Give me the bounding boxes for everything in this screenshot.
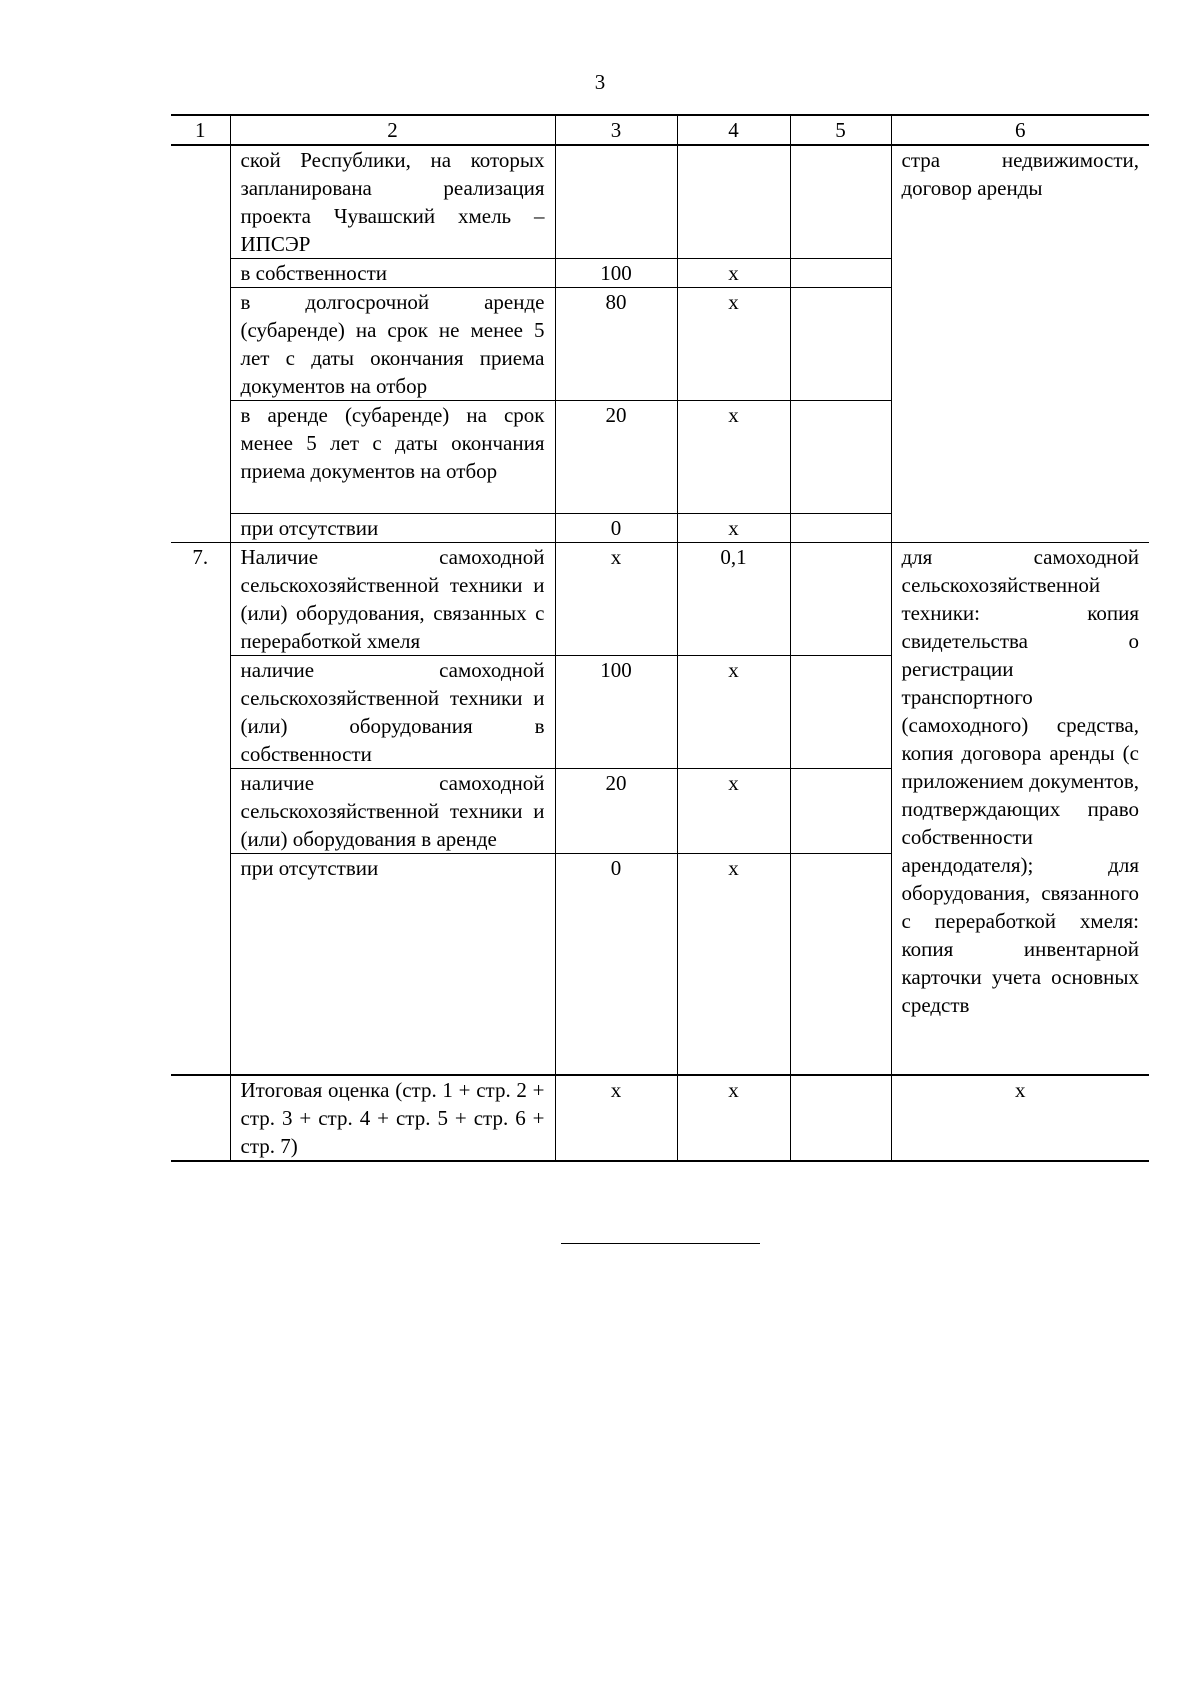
row-label: при отсутствии <box>230 514 555 543</box>
header-col-5: 5 <box>790 115 891 145</box>
row-label: при отсутствии <box>230 854 555 1075</box>
table-header-row <box>171 115 1149 145</box>
row-number <box>171 145 230 543</box>
score-col-5 <box>790 514 891 543</box>
table-row <box>171 543 1149 656</box>
score-col-3: 100 <box>555 259 677 288</box>
score-col-5 <box>790 769 891 854</box>
score-col-5 <box>790 401 891 514</box>
cell-col-4 <box>677 145 790 259</box>
score-col-3: 0 <box>555 514 677 543</box>
score-col-3: 20 <box>555 401 677 514</box>
table-row <box>171 145 1149 259</box>
criteria-table <box>171 114 1149 1162</box>
score-col-3: 100 <box>555 656 677 769</box>
header-col-3: 3 <box>555 115 677 145</box>
score-col-5 <box>790 288 891 401</box>
row-label: наличие самоходной сельскохозяйственной техники и (или) оборудования в собственности <box>230 656 555 769</box>
score-col-4: х <box>677 259 790 288</box>
total-col-6: х <box>891 1075 1149 1161</box>
total-col-4: х <box>677 1075 790 1161</box>
row-label: в долгосрочной аренде (субаренде) на срок не менее 5 лет с даты окончания приема документов на отбор <box>230 288 555 401</box>
total-col-5 <box>790 1075 891 1161</box>
doc-cell-item7: для самоходной сельскохозяйственной техники: копия свидетельства о регистрации транспортного (самоходного) средства, копия договора аренды (с приложением документов, подтверждающих право собственности арендодателя); для оборудования, связанного с переработкой хмеля: копия инвентарной карточки учета основных средств <box>891 543 1149 1075</box>
score-col-3: 80 <box>555 288 677 401</box>
score-col-5 <box>790 854 891 1075</box>
score-col-4: х <box>677 288 790 401</box>
score-col-5 <box>790 259 891 288</box>
score-col-4: х <box>677 656 790 769</box>
score-col-3: 0 <box>555 854 677 1075</box>
cell-col-3 <box>555 145 677 259</box>
score-col-4: х <box>677 854 790 1075</box>
row-label-continuation: ской Республики, на которых запланирована реализация проекта Чувашский хмель – ИПСЭР <box>230 145 555 259</box>
header-col-2: 2 <box>230 115 555 145</box>
footer-divider <box>561 1243 760 1244</box>
total-col-3: х <box>555 1075 677 1161</box>
score-col-3: х <box>555 543 677 656</box>
weight-col-4: 0,1 <box>677 543 790 656</box>
score-col-4: х <box>677 401 790 514</box>
total-row <box>171 1075 1149 1161</box>
header-col-6: 6 <box>891 115 1149 145</box>
score-col-5 <box>790 543 891 656</box>
cell-col-5 <box>790 145 891 259</box>
header-col-4: 4 <box>677 115 790 145</box>
row-label: в собственности <box>230 259 555 288</box>
row-label: наличие самоходной сельскохозяйственной техники и (или) оборудования в аренде <box>230 769 555 854</box>
row-label: в аренде (субаренде) на срок менее 5 лет с даты окончания приема документов на отбор <box>230 401 555 514</box>
row-number: 7. <box>171 543 230 1075</box>
total-label: Итоговая оценка (стр. 1 + стр. 2 + стр. 3 + стр. 4 + стр. 5 + стр. 6 + стр. 7) <box>230 1075 555 1161</box>
score-col-5 <box>790 656 891 769</box>
row-number <box>171 1075 230 1161</box>
header-col-1: 1 <box>171 115 230 145</box>
score-col-3: 20 <box>555 769 677 854</box>
score-col-4: х <box>677 514 790 543</box>
page-number: 3 <box>594 70 606 94</box>
score-col-4: х <box>677 769 790 854</box>
doc-cell-continuation: стра недвижимости, договор аренды <box>891 145 1149 543</box>
row-label: Наличие самоходной сельскохозяйственной техники и (или) оборудования, связанных с переработкой хмеля <box>230 543 555 656</box>
